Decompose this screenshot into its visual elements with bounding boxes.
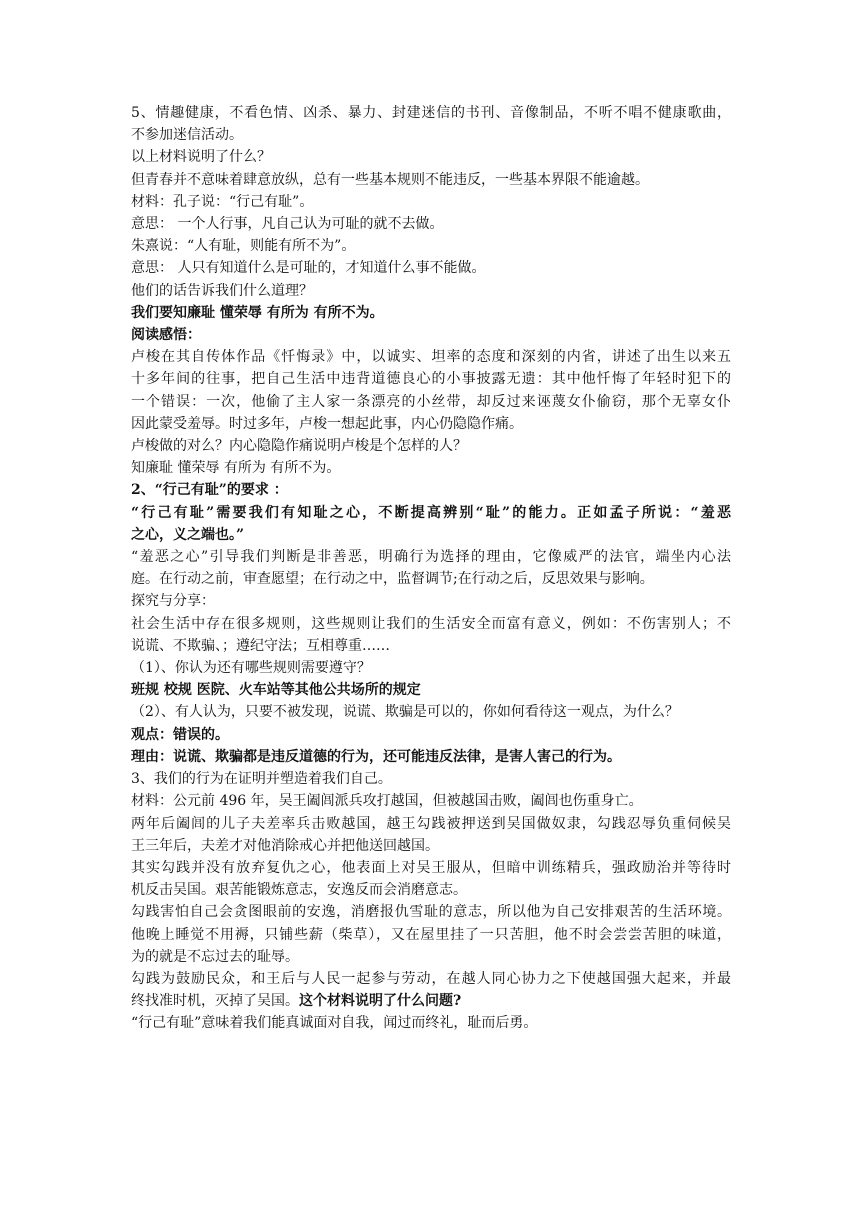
- text-line-content: 朱熹说：“人有耻，则能有所不为”。: [131, 238, 356, 255]
- text-line: [131, 924, 731, 946]
- text-line: [131, 968, 731, 990]
- text-line-content: 观点：错误的。: [131, 726, 229, 743]
- text-line: [131, 613, 731, 635]
- text-line: [131, 1012, 731, 1034]
- document-body: [131, 102, 731, 1035]
- text-line: [131, 479, 731, 501]
- text-line-content: 勾践为鼓励民众，和王后与人民一起参与劳动，在越人同心协力之下使越国强大起来，并最: [131, 970, 731, 987]
- text-line-content: 庭。在行动之前，审查愿望；在行动之中，监督调节;在行动之后，反思效果与影响。: [131, 571, 654, 588]
- text-line: [131, 302, 731, 324]
- text-line: [131, 679, 731, 701]
- text-line: [131, 102, 731, 124]
- text-line: [131, 724, 731, 746]
- text-line-content: 知廉耻 懂荣辱 有所为 有所不为。: [131, 460, 341, 477]
- text-line-content: 社会生活中存在很多规则，这些规则让我们的生活安全而富有意义，例如：不伤害别人；不: [131, 615, 731, 632]
- text-line: [131, 835, 731, 857]
- text-line: [131, 368, 731, 390]
- text-line: [131, 169, 731, 191]
- text-line-content: 一个错误：一次，他偷了主人家一条漂亮的小丝带，却反过来诬蔑女仆偷窃，那个无辜女仆: [131, 393, 731, 410]
- text-line-content: 不参加迷信活动。: [131, 127, 243, 144]
- text-line: [131, 635, 731, 657]
- text-line-content: 探究与分享：: [131, 593, 215, 610]
- text-line: [131, 413, 731, 435]
- text-line: [131, 590, 731, 612]
- text-line: [131, 990, 731, 1012]
- text-line: [131, 813, 731, 835]
- text-line: [131, 324, 731, 346]
- text-line: [131, 524, 731, 546]
- text-line: [131, 457, 731, 479]
- text-line-content: 以上材料说明了什么？: [131, 149, 271, 166]
- text-line-content: 材料：公元前 496 年，吴王阖闾派兵攻打越国，但被越国击败，阖闾也伤重身亡。: [131, 793, 643, 810]
- text-line-content: 勾践害怕自己会贪图眼前的安逸，消磨报仇雪耻的意志，所以他为自己安排艰苦的生活环境。: [131, 904, 731, 921]
- text-line: [131, 502, 731, 524]
- text-line: [131, 391, 731, 413]
- text-line-content: （1）、你认为还有哪些规则需要遵守？: [131, 660, 371, 677]
- text-line-content: 王三年后，夫差才对他消除戒心并把他送回越国。: [131, 837, 439, 854]
- text-line-content: 之心，义之端也。”: [131, 526, 245, 543]
- text-line: [131, 191, 731, 213]
- text-line-content: （2）、有人认为，只要不被发现，说谎、欺骗是可以的，你如何看待这一观点，为什么？: [131, 704, 679, 721]
- text-line-content: 十多年间的往事，把自己生活中违背道德良心的小事披露无遗：其中他忏悔了年轻时犯下的: [131, 371, 731, 388]
- text-line: [131, 879, 731, 901]
- text-line: [131, 146, 731, 168]
- text-line: [131, 790, 731, 812]
- text-line-content: “行己有耻”意味着我们能真诚面对自我，闻过而终礼，耻而后勇。: [131, 1015, 538, 1032]
- text-line-content: “羞恶之心”引导我们判断是非善恶，明确行为选择的理由，它像威严的法官，端坐内心法: [131, 549, 731, 566]
- text-line-content: 其实勾践并没有放弃复仇之心，他表面上对吴王服从，但暗中训练精兵，强政励治并等待时: [131, 859, 731, 876]
- text-line-content: 两年后阖闾的儿子夫差率兵击败越国，越王勾践被押送到吴国做奴隶，勾践忍辱负重伺候吴: [131, 815, 731, 832]
- text-line-content: “行己有耻”需要我们有知耻之心，不断提高辨别“耻”的能力。正如孟子所说：“羞恶: [131, 504, 731, 521]
- text-line: [131, 235, 731, 257]
- text-line: [131, 213, 731, 235]
- text-line-content: 卢梭做的对么？内心隐隐作痛说明卢梭是个怎样的人？: [131, 438, 467, 455]
- text-line-content: 他们的话告诉我们什么道理？: [131, 282, 313, 299]
- text-line: [131, 568, 731, 590]
- text-line-content: 卢梭在其自传体作品《忏悔录》中，以诚实、坦率的态度和深刻的内省，讲述了出生以来五: [131, 349, 731, 366]
- text-line-content: 他晚上睡觉不用褥，只铺些薪（柴草），又在屋里挂了一只苦胆，他不时会尝尝苦胆的味道，: [131, 926, 731, 943]
- text-line: [131, 857, 731, 879]
- text-line-content: 意思： 一个人行事，凡自己认为可耻的就不去做。: [131, 216, 444, 233]
- text-line-content: 终找准时机，灭掉了吴国。: [131, 993, 299, 1010]
- text-line: [131, 901, 731, 923]
- text-line: [131, 546, 731, 568]
- text-line-content: 2、“行己有耻”的要求 ：: [131, 482, 288, 499]
- text-line-content: 但青春并不意味着肆意放纵，总有一些基本规则不能违反，一些基本界限不能逾越。: [131, 171, 649, 188]
- text-line: [131, 746, 731, 768]
- text-line: [131, 280, 731, 302]
- text-line: [131, 346, 731, 368]
- text-line: [131, 657, 731, 679]
- text-line-content: 因此蒙受羞辱。时过多年，卢梭一想起此事，内心仍隐隐作痛。: [131, 415, 523, 432]
- text-line: [131, 946, 731, 968]
- text-line-content: 阅读感悟：: [131, 327, 201, 344]
- text-line-content: 班规 校规 医院、火车站等其他公共场所的规定: [131, 682, 421, 699]
- text-line-content: 5、情趣健康，不看色情、凶杀、暴力、封建迷信的书刊、音像制品，不听不唱不健康歌曲，: [131, 105, 731, 121]
- text-line: [131, 124, 731, 146]
- text-line-content: 机反击吴国。艰苦能锻炼意志，安逸反而会消磨意志。: [131, 882, 467, 899]
- text-line: [131, 435, 731, 457]
- text-line: [131, 768, 731, 790]
- text-line-content: 为的就是不忘过去的耻辱。: [131, 948, 299, 965]
- text-line: [131, 257, 731, 279]
- text-line-content: 我们要知廉耻 懂荣辱 有所为 有所不为。: [131, 304, 384, 321]
- text-line-bold-question: 这个材料说明了什么问题?: [299, 993, 462, 1010]
- text-line-content: 材料：孔子说：“行己有耻”。: [131, 193, 314, 210]
- text-line-content: 3、我们的行为在证明并塑造着我们自己。: [131, 771, 392, 788]
- text-line-content: 说谎、不欺骗、；遵纪守法；互相尊重……: [131, 637, 390, 654]
- text-line: [131, 701, 731, 723]
- text-line-content: 意思： 人只有知道什么是可耻的，才知道什么事不能做。: [131, 260, 486, 277]
- text-line-content: 理由：说谎、欺骗都是违反道德的行为，还可能违反法律，是害人害己的行为。: [131, 748, 621, 765]
